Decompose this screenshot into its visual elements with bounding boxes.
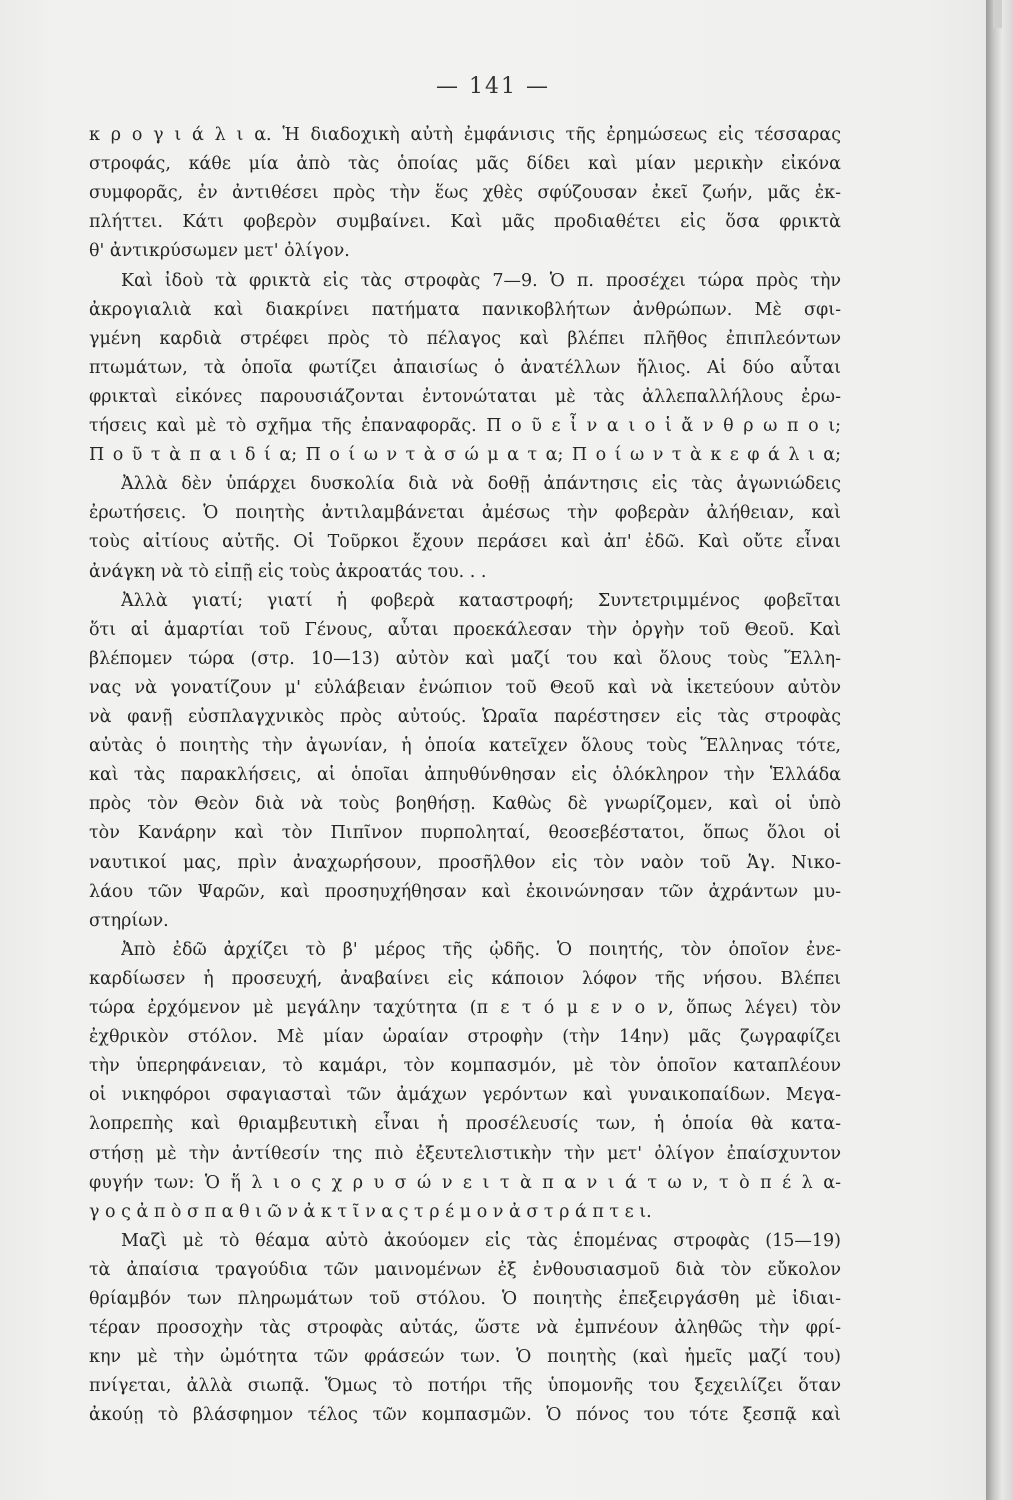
text-line: πλήττει. Κάτι φοβερὸν συμβαίνει. Καὶ μᾶς προδιαθέτει εἰς ὅσα φρικτὰ (89, 212, 841, 233)
text-line: αὐτὰς ὁ ποιητὴς τὴν ἀγωνίαν, ἡ ὁποία κατεῖχεν ὅλους τοὺς Ἕλληνας τότε, (89, 736, 841, 757)
text-line: τὰ ἀπαίσια τραγούδια τῶν μαινομένων ἐξ ἐνθουσιασμοῦ διὰ τὸν εὔκολον (89, 1259, 841, 1280)
text-line: ἐχθρικὸν στόλον. Μὲ μίαν ὡραίαν στροφὴν (τὴν 14ην) μᾶς ζωγραφίζει (89, 1027, 841, 1048)
text-line: νὰ φανῇ εὐσπλαγχνικὸς πρὸς αὐτούς. Ὡραῖα παρέστησεν εἰς τὰς στροφὰς (89, 707, 841, 727)
text-line: Ἀλλὰ δὲν ὑπάρχει δυσκολία διὰ νὰ δοθῇ ἀπάντησις εἰς τὰς ἀγωνιώδεις (121, 474, 841, 495)
text-line: ὅτι αἱ ἁμαρτίαι τοῦ Γένους, αὗται προεκάλεσαν τὴν ὀργὴν τοῦ Θεοῦ. Καὶ (89, 619, 841, 640)
text-line: τὸν Κανάρην καὶ τὸν Πιπῖνον πυρποληταί, θεοσεβέστατοι, ὅπως ὅλοι οἱ (89, 823, 841, 844)
text-line: βλέπομεν τώρα (στρ. 10—13) αὐτὸν καὶ μαζί του καὶ ὅλους τοὺς Ἕλλη- (89, 648, 841, 669)
text-line: γμένη καρδιὰ στρέφει πρὸς τὸ πέλαγος καὶ βλέπει πλῆθος ἐπιπλεόντων (89, 328, 841, 349)
text-line: Ἀλλὰ γιατί; γιατί ἡ φοβερὰ καταστροφή; Συντετριμμένος φοβεῖται (121, 590, 841, 611)
text-line: ναυτικοί μας, πρὶν ἀναχωρήσουν, προσῆλθον εἰς τὸν ναὸν τοῦ Ἁγ. Νικο- (89, 852, 841, 873)
text-line: Ἀπὸ ἐδῶ ἀρχίζει τὸ β' μέρος τῆς ᾠδῆς. Ὁ ποιητής, τὸν ὁποῖον ἐνε- (121, 939, 841, 960)
text-line: πτωμάτων, τὰ ὁποῖα φωτίζει ἀπαισίως ὁ ἀνατέλλων ἥλιος. Αἱ δύο αὗται (89, 357, 841, 378)
text-line: στροφάς, κάθε μία ἀπὸ τὰς ὁποίας μᾶς δίδει καὶ μίαν μερικὴν εἰκόνα (89, 154, 841, 175)
text-line: οἱ νικηφόροι σφαγιασταὶ τῶν ἀμάχων γερόντων καὶ γυναικοπαίδων. Μεγα- (89, 1085, 841, 1106)
text-line: καρδίωσεν ἡ προσευχή, ἀναβαίνει εἰς κάποιον λόφον τῆς νήσου. Βλέπει (89, 968, 841, 989)
text-line: στηρίων. (89, 910, 169, 931)
text-line: ἀνάγκη νὰ τὸ εἰπῇ εἰς τοὺς ἀκροατάς του. . . (89, 561, 487, 582)
text-line: καὶ τὰς παρακλήσεις, αἱ ὁποῖαι ἀπηυθύνθησαν εἰς ὁλόκληρον τὴν Ἑλλάδα (89, 765, 841, 786)
text-line: τήσεις καὶ μὲ τὸ σχῆμα τῆς ἐπαναφορᾶς. Π ο ῦ ε ἶ ν α ι ο ἱ ἄ ν θ ρ ω π ο ι; (89, 416, 841, 436)
text-line: λοπρεπὴς καὶ θριαμβευτικὴ εἶναι ἡ προσέλευσίς των, ἡ ὁποία θὰ κατα- (89, 1114, 841, 1135)
text-line: ἀκούῃ τὸ βλάσφημον τέλος τῶν κομπασμῶν. Ὁ πόνος του τότε ξεσπᾷ καὶ (89, 1405, 841, 1426)
text-line: νας νὰ γονατίζουν μ' εὐλάβειαν ἐνώπιον τοῦ Θεοῦ καὶ νὰ ἱκετεύουν αὐτὸν (89, 677, 841, 698)
text-line: τοὺς αἰτίους αὐτῆς. Οἱ Τοῦρκοι ἔχουν περάσει καὶ ἀπ' ἐδῶ. Καὶ οὔτε εἶναι (89, 532, 841, 553)
text-line: τώρα ἐρχόμενον μὲ μεγάλην ταχύτητα (π ε τ ό μ ε ν ο ν, ὅπως λέγει) τὸν (89, 998, 841, 1018)
text-line: συμφορᾶς, ἐν ἀντιθέσει πρὸς τὴν ἕως χθὲς σφύζουσαν ἐκεῖ ζωήν, μᾶς ἐκ- (89, 183, 841, 204)
page-number: — 141 — (436, 74, 550, 99)
text-line: Καὶ ἰδοὺ τὰ φρικτὰ εἰς τὰς στροφὰς 7—9. Ὁ π. προσέχει τώρα πρὸς τὴν (121, 270, 841, 291)
text-line: στήσῃ μὲ τὴν ἀντίθεσίν της πιὸ ἐξευτελιστικὴν τὴν μετ' ὀλίγον ἐπαίσχυντον (89, 1143, 841, 1164)
text-line: θρίαμβόν των πληρωμάτων τοῦ στόλου. Ὁ ποιητὴς ἐπεξειργάσθη μὲ ἰδιαι- (89, 1289, 841, 1309)
text-line: κην μὲ τὴν ὠμότητα τῶν φράσεών των. Ὁ ποιητὴς (καὶ ἡμεῖς μαζί του) (89, 1347, 841, 1368)
text-line: πρὸς τὸν Θεὸν διὰ νὰ τοὺς βοηθήσῃ. Καθὼς δὲ γνωρίζομεν, καὶ οἱ ὑπὸ (89, 794, 841, 815)
text-line: θ' ἀντικρύσωμεν μετ' ὀλίγον. (89, 241, 350, 262)
text-line: Μαζὶ μὲ τὸ θέαμα αὐτὸ ἀκούομεν εἰς τὰς ἑπομένας στροφὰς (15—19) (121, 1230, 841, 1251)
text-line: ἀκρογιαλιὰ καὶ διακρίνει πατήματα πανικοβλήτων ἀνθρώπων. Μὲ σφι- (89, 299, 841, 320)
text-line: ἐρωτήσεις. Ὁ ποιητὴς ἀντιλαμβάνεται ἀμέσως τὴν φοβερὰν ἀλήθειαν, καὶ (89, 503, 841, 524)
text-line: τέραν προσοχὴν τὰς στροφὰς αὐτάς, ὥστε νὰ ἐμπνέουν ἀληθῶς τὴν φρί- (89, 1318, 841, 1339)
text-line: φρικταὶ εἰκόνες παρουσιάζονται ἐντονώταται μὲ τὰς ἀλλεπαλλήλους ἐρω- (89, 386, 841, 407)
text-line: γ ο ς ἀ π ὸ σ π α θ ι ῶ ν ἀ κ τ ῖ ν α ς τ ρ έ μ ο ν ἀ σ τ ρ ά π τ ε ι. (89, 1201, 652, 1222)
text-line: λάου τῶν Ψαρῶν, καὶ προσηυχήθησαν καὶ ἐκοινώνησαν τῶν ἀχράντων μυ- (89, 881, 841, 902)
text-line: κ ρ ο γ ι ά λ ι α. Ἡ διαδοχικὴ αὐτὴ ἐμφάνισις τῆς ἐρημώσεως εἰς τέσσαρας (89, 125, 841, 145)
text-line: τὴν ὑπερηφάνειαν, τὸ καμάρι, τὸν κομπασμόν, μὲ τὸν ὁποῖον καταπλέουν (89, 1056, 841, 1077)
text-line: πνίγεται, ἀλλὰ σιωπᾷ. Ὅμως τὸ ποτήρι τῆς ὑπομονῆς του ξεχειλίζει ὅταν (89, 1376, 841, 1397)
book-spine (986, 0, 1013, 1500)
text-line: φυγήν των: Ὁ ἥ λ ι ο ς χ ρ υ σ ώ ν ε ι τ ὰ π α ν ι ά τ ω ν, τ ὸ π έ λ α- (89, 1172, 841, 1193)
text-line: Π ο ῦ τ ὰ π α ι δ ί α; Π ο ί ω ν τ ὰ σ ώ μ α τ α; Π ο ί ω ν τ ὰ κ ε φ ά λ ι α; (89, 445, 841, 466)
spine-mark (993, 0, 1002, 28)
